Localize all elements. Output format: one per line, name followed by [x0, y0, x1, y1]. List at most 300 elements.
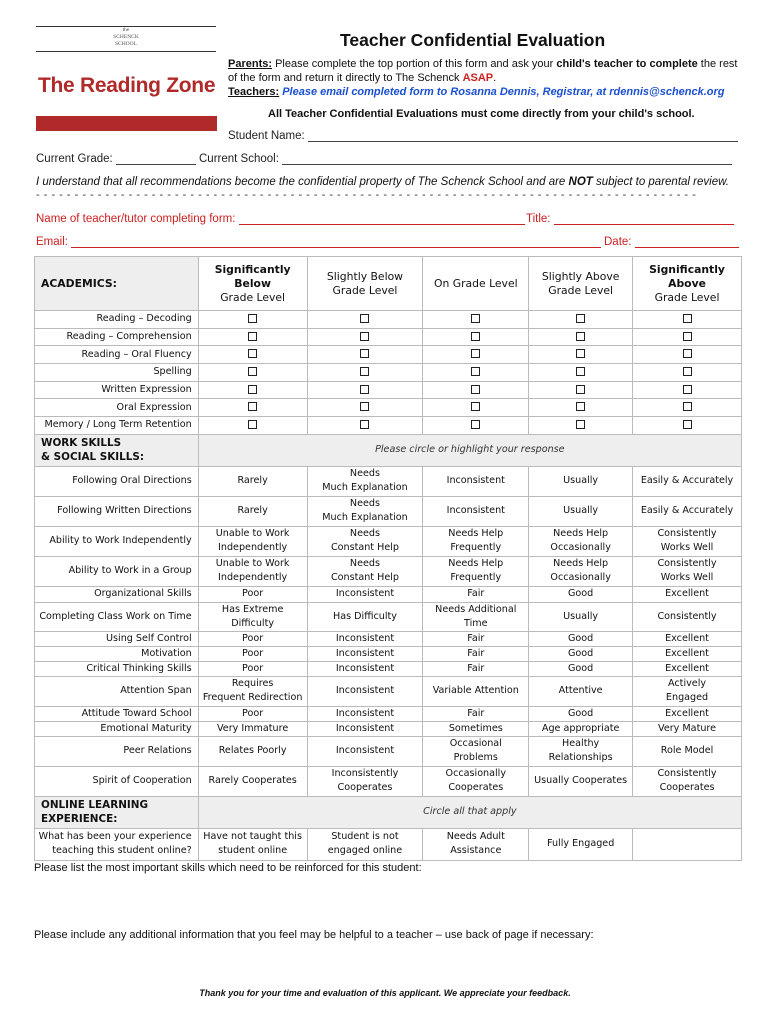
work-skill-option-line: Usually	[563, 475, 599, 487]
work-skill-option[interactable]	[633, 646, 742, 661]
title-label: Title:	[526, 213, 551, 225]
work-skill-option[interactable]	[529, 661, 633, 676]
work-skill-option-line: Frequent Redirection	[202, 692, 303, 704]
work-skill-option[interactable]	[198, 586, 307, 602]
work-skill-option-line: Has Extreme Difficulty	[221, 603, 284, 629]
work-skill-option-line: Variable Attention	[432, 685, 519, 697]
work-skill-option-line: Excellent	[665, 647, 709, 659]
work-skill-option[interactable]	[198, 676, 307, 706]
work-skill-option[interactable]	[423, 721, 529, 736]
work-skill-option-line: Inconsistent	[335, 632, 395, 644]
checkbox-icon[interactable]	[683, 367, 692, 376]
academic-row	[35, 364, 742, 382]
academic-rating-cell	[198, 311, 307, 329]
academic-rating-cell	[307, 399, 423, 417]
work-skill-option-line: Engaged	[665, 692, 709, 704]
work-skill-option[interactable]	[529, 766, 633, 796]
work-skill-option[interactable]	[633, 766, 742, 796]
work-skill-label: Spirit of Cooperation	[35, 766, 199, 796]
work-skill-option-line: Fair	[467, 632, 485, 644]
work-skill-option-line: Consistently	[657, 558, 717, 570]
work-skill-option-line: Unable to Work	[215, 558, 290, 570]
teachers-label: Teachers:	[228, 86, 280, 98]
teacher-name-field[interactable]	[36, 212, 525, 225]
work-skill-option[interactable]	[529, 496, 633, 526]
work-skill-option-line: Poor	[242, 647, 264, 659]
work-skill-option[interactable]	[307, 586, 423, 602]
checkbox-icon[interactable]	[471, 385, 480, 394]
email-line[interactable]	[71, 235, 601, 248]
work-skill-option-line: Frequently	[450, 572, 502, 584]
academic-rating-cell	[423, 311, 529, 329]
work-skill-option-line: Good	[568, 647, 594, 659]
work-skill-option-line: Rarely Cooperates	[208, 775, 297, 787]
work-skill-option-line: Fair	[467, 647, 485, 659]
work-skill-option[interactable]	[307, 466, 423, 496]
checkbox-icon[interactable]	[248, 367, 257, 376]
work-skill-label: Critical Thinking Skills	[35, 661, 199, 676]
asap-text: ASAP	[462, 72, 494, 84]
checkbox-icon[interactable]	[576, 385, 585, 394]
academic-rating-cell	[198, 381, 307, 399]
date-field[interactable]	[604, 235, 739, 248]
academic-rating-cell	[633, 381, 742, 399]
work-skill-option-line: Inconsistently	[331, 768, 399, 780]
work-skill-option[interactable]	[529, 676, 633, 706]
work-skill-row	[35, 736, 742, 766]
work-skill-option-line: Occasionally	[550, 542, 611, 554]
work-skill-option-line: Poor	[242, 707, 264, 719]
academic-rating-cell	[423, 346, 529, 364]
work-skill-option[interactable]	[529, 526, 633, 556]
work-skill-option[interactable]	[423, 496, 529, 526]
understand-not: NOT	[568, 176, 593, 188]
academic-skill-label: Reading – Oral Fluency	[35, 346, 199, 364]
work-skill-option[interactable]	[423, 706, 529, 721]
work-skill-row	[35, 676, 742, 706]
online-header-l1: ONLINE LEARNING	[41, 799, 148, 812]
teachers-text: Please email completed form to Rosanna Dennis, Registrar, at rdennis@schenck.org	[279, 86, 725, 98]
checkbox-icon[interactable]	[360, 332, 369, 341]
work-skill-label: Ability to Work in a Group	[35, 556, 199, 586]
work-skill-option[interactable]	[633, 676, 742, 706]
parents-paragraph	[228, 57, 748, 85]
work-skill-option-line: Works Well	[660, 542, 714, 554]
checkbox-icon[interactable]	[248, 420, 257, 429]
work-skill-option[interactable]	[423, 526, 529, 556]
parents-bold: child's teacher to complete	[556, 58, 698, 70]
work-skill-option[interactable]	[307, 526, 423, 556]
work-skill-option-line: Sometimes	[448, 722, 503, 734]
checkbox-icon[interactable]	[683, 314, 692, 323]
academic-rating-cell	[529, 346, 633, 364]
work-skill-row	[35, 721, 742, 736]
col-sig-below-l2: Below	[234, 276, 271, 290]
work-skill-option-line: Rarely	[237, 505, 268, 517]
online-question	[35, 828, 199, 860]
work-skill-option[interactable]	[198, 721, 307, 736]
academic-row	[35, 311, 742, 329]
work-skill-row	[35, 661, 742, 676]
col-slight-below-l1: Slightly Below	[326, 269, 404, 283]
work-skill-option-line: Cooperates	[659, 782, 715, 794]
work-skill-row	[35, 631, 742, 646]
work-skill-option[interactable]	[198, 602, 307, 631]
col-slight-above	[529, 257, 633, 311]
academic-rating-cell	[423, 417, 529, 435]
work-skill-label: Following Oral Directions	[35, 466, 199, 496]
work-skill-option-line: Inconsistent	[335, 685, 395, 697]
work-skill-option[interactable]	[423, 631, 529, 646]
academic-skill-label: Written Expression	[35, 381, 199, 399]
parents-end: .	[493, 72, 497, 84]
work-skill-option[interactable]	[307, 721, 423, 736]
student-name-field[interactable]	[228, 129, 738, 142]
work-skill-option[interactable]	[529, 646, 633, 661]
work-skill-option[interactable]	[633, 586, 742, 602]
online-option[interactable]	[423, 828, 529, 860]
checkbox-icon[interactable]	[683, 385, 692, 394]
checkbox-icon[interactable]	[683, 349, 692, 358]
student-name-line[interactable]	[308, 129, 738, 142]
academic-rating-cell	[633, 346, 742, 364]
academic-row	[35, 417, 742, 435]
work-skill-option[interactable]	[529, 556, 633, 586]
col-sig-below-l3: Grade Level	[220, 290, 286, 304]
work-skill-label: Following Written Directions	[35, 496, 199, 526]
work-skill-option-line: Requires	[231, 678, 274, 690]
online-option[interactable]	[633, 828, 742, 860]
academic-row	[35, 328, 742, 346]
checkbox-icon[interactable]	[360, 385, 369, 394]
work-skill-option-line: Needs Help	[448, 528, 504, 540]
understand-text2: subject to parental review.	[592, 176, 729, 188]
work-skill-label: Completing Class Work on Time	[35, 602, 199, 631]
checkbox-icon[interactable]	[576, 314, 585, 323]
work-skill-option-line: Needs Help	[553, 558, 609, 570]
checkbox-icon[interactable]	[248, 385, 257, 394]
checkbox-icon[interactable]	[360, 367, 369, 376]
academic-rating-cell	[198, 399, 307, 417]
work-skill-option[interactable]	[423, 676, 529, 706]
work-skill-option[interactable]	[423, 766, 529, 796]
checkbox-icon[interactable]	[360, 420, 369, 429]
logo-line3: SCHOOL	[114, 41, 137, 47]
work-skill-label: Organizational Skills	[35, 586, 199, 602]
online-row	[35, 828, 742, 860]
work-skill-option-line: Inconsistent	[446, 475, 505, 487]
online-option-line: student online	[218, 845, 288, 857]
work-skill-option[interactable]	[307, 661, 423, 676]
work-skill-option[interactable]	[198, 466, 307, 496]
work-skill-option-line: Role Model	[660, 745, 714, 757]
work-skill-option-line: Inconsistent	[335, 707, 395, 719]
checkbox-icon[interactable]	[683, 332, 692, 341]
work-skill-option[interactable]	[198, 706, 307, 721]
work-skill-row	[35, 526, 742, 556]
academic-rating-cell	[423, 399, 529, 417]
work-skill-option-line: Inconsistent	[335, 662, 395, 674]
col-sig-above	[633, 257, 742, 311]
work-skill-option[interactable]	[423, 646, 529, 661]
checkbox-icon[interactable]	[471, 349, 480, 358]
work-skill-option-line: Needs	[349, 558, 380, 570]
online-option[interactable]	[529, 828, 633, 860]
col-sig-above-l1: Significantly	[649, 262, 725, 276]
col-on-grade-l1: On Grade Level	[433, 276, 518, 290]
question-skills: Please list the most important skills which need to be reinforced for this student:	[34, 862, 422, 874]
work-skill-option-line: Occasionally	[550, 572, 611, 584]
work-skill-option[interactable]	[198, 736, 307, 766]
academic-rating-cell	[423, 381, 529, 399]
checkbox-icon[interactable]	[360, 349, 369, 358]
current-grade-field[interactable]	[36, 152, 196, 165]
online-note: Circle all that apply	[198, 796, 741, 828]
checkbox-icon[interactable]	[471, 402, 480, 411]
online-option-line: Fully Engaged	[546, 838, 615, 850]
work-skill-option[interactable]	[198, 556, 307, 586]
current-school-label: Current School:	[199, 153, 279, 165]
work-skill-option-line: Problems	[453, 752, 498, 764]
work-skill-option[interactable]	[423, 556, 529, 586]
academic-skill-label: Oral Expression	[35, 399, 199, 417]
work-skill-option[interactable]	[307, 496, 423, 526]
work-skill-label: Attitude Toward School	[35, 706, 199, 721]
online-option[interactable]	[198, 828, 307, 860]
work-skill-option-line: Good	[568, 588, 594, 600]
checkbox-icon[interactable]	[683, 402, 692, 411]
work-skill-option[interactable]	[633, 466, 742, 496]
email-label: Email:	[36, 236, 68, 248]
school-logo	[36, 26, 216, 52]
work-skill-option-line: Constant Help	[330, 542, 399, 554]
academic-rating-cell	[529, 328, 633, 346]
work-skill-option-line: Consistently	[657, 768, 717, 780]
work-skill-option[interactable]	[307, 646, 423, 661]
work-skill-option-line: Inconsistent	[446, 505, 505, 517]
work-skill-option[interactable]	[307, 602, 423, 631]
work-skill-option[interactable]	[307, 631, 423, 646]
work-skill-option-line: Poor	[242, 632, 264, 644]
col-sig-above-l3: Grade Level	[654, 290, 720, 304]
work-skill-option[interactable]	[529, 736, 633, 766]
academic-row	[35, 399, 742, 417]
teacher-name-label: Name of teacher/tutor completing form:	[36, 213, 236, 225]
work-skill-label: Motivation	[35, 646, 199, 661]
work-skill-option[interactable]	[633, 706, 742, 721]
work-skill-option[interactable]	[423, 466, 529, 496]
work-skill-row	[35, 766, 742, 796]
checkbox-icon[interactable]	[360, 402, 369, 411]
work-skill-option[interactable]	[307, 736, 423, 766]
academic-rating-cell	[529, 311, 633, 329]
work-skill-option-line: Needs	[349, 468, 380, 480]
checkbox-icon[interactable]	[576, 420, 585, 429]
work-skill-row	[35, 646, 742, 661]
work-skill-option[interactable]	[307, 706, 423, 721]
academic-skill-label: Reading – Decoding	[35, 311, 199, 329]
date-line[interactable]	[635, 235, 739, 248]
work-skill-row	[35, 466, 742, 496]
checkbox-icon[interactable]	[471, 314, 480, 323]
work-skill-option-line: Needs	[349, 528, 380, 540]
work-skill-option-line: Easily & Accurately	[640, 475, 734, 487]
checkbox-icon[interactable]	[576, 349, 585, 358]
title-field[interactable]	[526, 212, 734, 225]
reading-zone-logo: The Reading Zone	[38, 74, 216, 97]
work-skill-option-line: Age appropriate	[541, 722, 620, 734]
work-skill-option-line: Excellent	[665, 662, 709, 674]
current-school-line[interactable]	[282, 152, 732, 165]
checkbox-icon[interactable]	[576, 332, 585, 341]
work-skill-option[interactable]	[198, 631, 307, 646]
col-slight-above-l1: Slightly Above	[541, 269, 620, 283]
work-skill-row	[35, 602, 742, 631]
work-skill-option-line: Unable to Work	[215, 528, 290, 540]
checkbox-icon[interactable]	[248, 349, 257, 358]
teachers-paragraph	[228, 85, 748, 99]
academic-rating-cell	[198, 328, 307, 346]
work-skill-option[interactable]	[633, 556, 742, 586]
work-skill-option[interactable]	[198, 661, 307, 676]
work-skill-option[interactable]	[529, 466, 633, 496]
col-sig-above-l2: Above	[668, 276, 706, 290]
online-header	[35, 796, 199, 828]
checkbox-icon[interactable]	[248, 332, 257, 341]
col-slight-below-l2: Grade Level	[332, 283, 398, 297]
work-skill-label: Peer Relations	[35, 736, 199, 766]
dashed-divider: - - - - - - - - - - - - - - - - - - - - - - - - - - - - - - - - - - - - - - - - - - - - - - - - - - - - - - - - - - - - - - - - - - - - - - - - - - - - - - - - - - - - - -	[36, 189, 697, 201]
academic-row	[35, 346, 742, 364]
parents-text: Please complete the top portion of this form and ask your	[272, 58, 557, 70]
work-skill-option[interactable]	[423, 586, 529, 602]
work-skill-option[interactable]	[633, 736, 742, 766]
academic-rating-cell	[529, 399, 633, 417]
work-skill-option-line: Time	[464, 617, 488, 629]
work-skill-option[interactable]	[529, 706, 633, 721]
work-skill-option[interactable]	[307, 556, 423, 586]
academic-row	[35, 381, 742, 399]
work-skill-label: Ability to Work Independently	[35, 526, 199, 556]
checkbox-icon[interactable]	[248, 314, 257, 323]
work-skill-option-line: Attentive	[558, 685, 603, 697]
work-skill-option[interactable]	[198, 766, 307, 796]
work-skill-option-line: Inconsistent	[335, 722, 395, 734]
work-skill-option[interactable]	[423, 736, 529, 766]
col-sig-below	[198, 257, 307, 311]
checkbox-icon[interactable]	[471, 420, 480, 429]
academic-rating-cell	[529, 417, 633, 435]
question-additional: Please include any additional information that you feel may be helpful to a teacher – use back of page if necessary:	[34, 929, 594, 941]
work-skill-option-line: Healthy	[562, 738, 600, 750]
work-skill-option-line: Good	[568, 662, 594, 674]
checkbox-icon[interactable]	[683, 420, 692, 429]
work-skill-option[interactable]	[529, 721, 633, 736]
work-skill-option-line: Frequently	[450, 542, 502, 554]
work-skill-option[interactable]	[423, 602, 529, 631]
work-skill-option[interactable]	[633, 602, 742, 631]
academic-skill-label: Spelling	[35, 364, 199, 382]
academic-rating-cell	[307, 364, 423, 382]
email-field[interactable]	[36, 235, 601, 248]
academic-rating-cell	[529, 381, 633, 399]
checkbox-icon[interactable]	[248, 402, 257, 411]
work-skills-header-l2: & SOCIAL SKILLS:	[41, 451, 145, 464]
online-option-line: Student is not	[331, 831, 399, 843]
work-skill-option-line: Consistently	[657, 610, 717, 622]
current-school-field[interactable]	[199, 152, 732, 165]
work-skill-option[interactable]	[198, 496, 307, 526]
work-skill-option[interactable]	[198, 646, 307, 661]
online-option[interactable]	[307, 828, 423, 860]
online-header-l2: EXPERIENCE:	[41, 813, 118, 826]
work-skill-option-line: Fair	[467, 662, 485, 674]
current-grade-label: Current Grade:	[36, 153, 113, 165]
work-skill-option-line: Good	[568, 632, 594, 644]
academic-rating-cell	[307, 346, 423, 364]
work-skill-option-line: Occasionally	[445, 768, 507, 780]
work-skill-option-line: Has Difficulty	[333, 610, 397, 622]
work-skill-option[interactable]	[633, 526, 742, 556]
teacher-name-line[interactable]	[239, 212, 525, 225]
work-skill-option[interactable]	[529, 602, 633, 631]
logo-line2: SCHENCK	[113, 34, 139, 40]
checkbox-icon[interactable]	[471, 367, 480, 376]
academic-rating-cell	[307, 311, 423, 329]
work-skill-option[interactable]	[307, 766, 423, 796]
online-option-line: Needs Adult	[446, 831, 505, 843]
col-on-grade	[423, 257, 529, 311]
work-skill-option[interactable]	[529, 631, 633, 646]
work-skill-option-line: Usually	[563, 610, 599, 622]
online-option-line: Have not taught this	[203, 831, 302, 843]
current-grade-line[interactable]	[116, 152, 196, 165]
work-skill-option-line: Relationships	[548, 752, 613, 764]
work-skill-option[interactable]	[633, 496, 742, 526]
work-skill-option-line: Poor	[242, 662, 264, 674]
academic-skill-label: Reading – Comprehension	[35, 328, 199, 346]
understand-text: I understand that all recommendations become the confidential property of The Schenck School and are	[36, 176, 569, 188]
work-skill-option[interactable]	[633, 721, 742, 736]
academic-rating-cell	[633, 417, 742, 435]
work-skill-option[interactable]	[307, 676, 423, 706]
col-sig-below-l1: Significantly	[214, 262, 291, 276]
work-skill-option[interactable]	[198, 526, 307, 556]
title-line[interactable]	[554, 212, 734, 225]
work-skill-option[interactable]	[633, 661, 742, 676]
work-skill-option[interactable]	[529, 586, 633, 602]
checkbox-icon[interactable]	[360, 314, 369, 323]
work-skill-option-line: Relates Poorly	[218, 745, 287, 757]
checkbox-icon[interactable]	[576, 367, 585, 376]
student-name-label: Student Name:	[228, 130, 305, 142]
work-skill-option[interactable]	[423, 661, 529, 676]
work-skill-option-line: Excellent	[665, 707, 709, 719]
evaluation-table-body	[35, 257, 742, 861]
work-skill-row	[35, 586, 742, 602]
academics-header: ACADEMICS:	[35, 257, 199, 311]
work-skill-row	[35, 496, 742, 526]
work-skills-header	[35, 434, 199, 466]
parents-text2: the rest of the form and return it directly to The Schenck	[228, 58, 738, 84]
checkbox-icon[interactable]	[471, 332, 480, 341]
col-slight-below	[307, 257, 423, 311]
academic-rating-cell	[307, 381, 423, 399]
work-skill-option[interactable]	[633, 631, 742, 646]
work-skill-option-line: Fair	[467, 707, 485, 719]
red-banner	[36, 116, 217, 131]
checkbox-icon[interactable]	[576, 402, 585, 411]
